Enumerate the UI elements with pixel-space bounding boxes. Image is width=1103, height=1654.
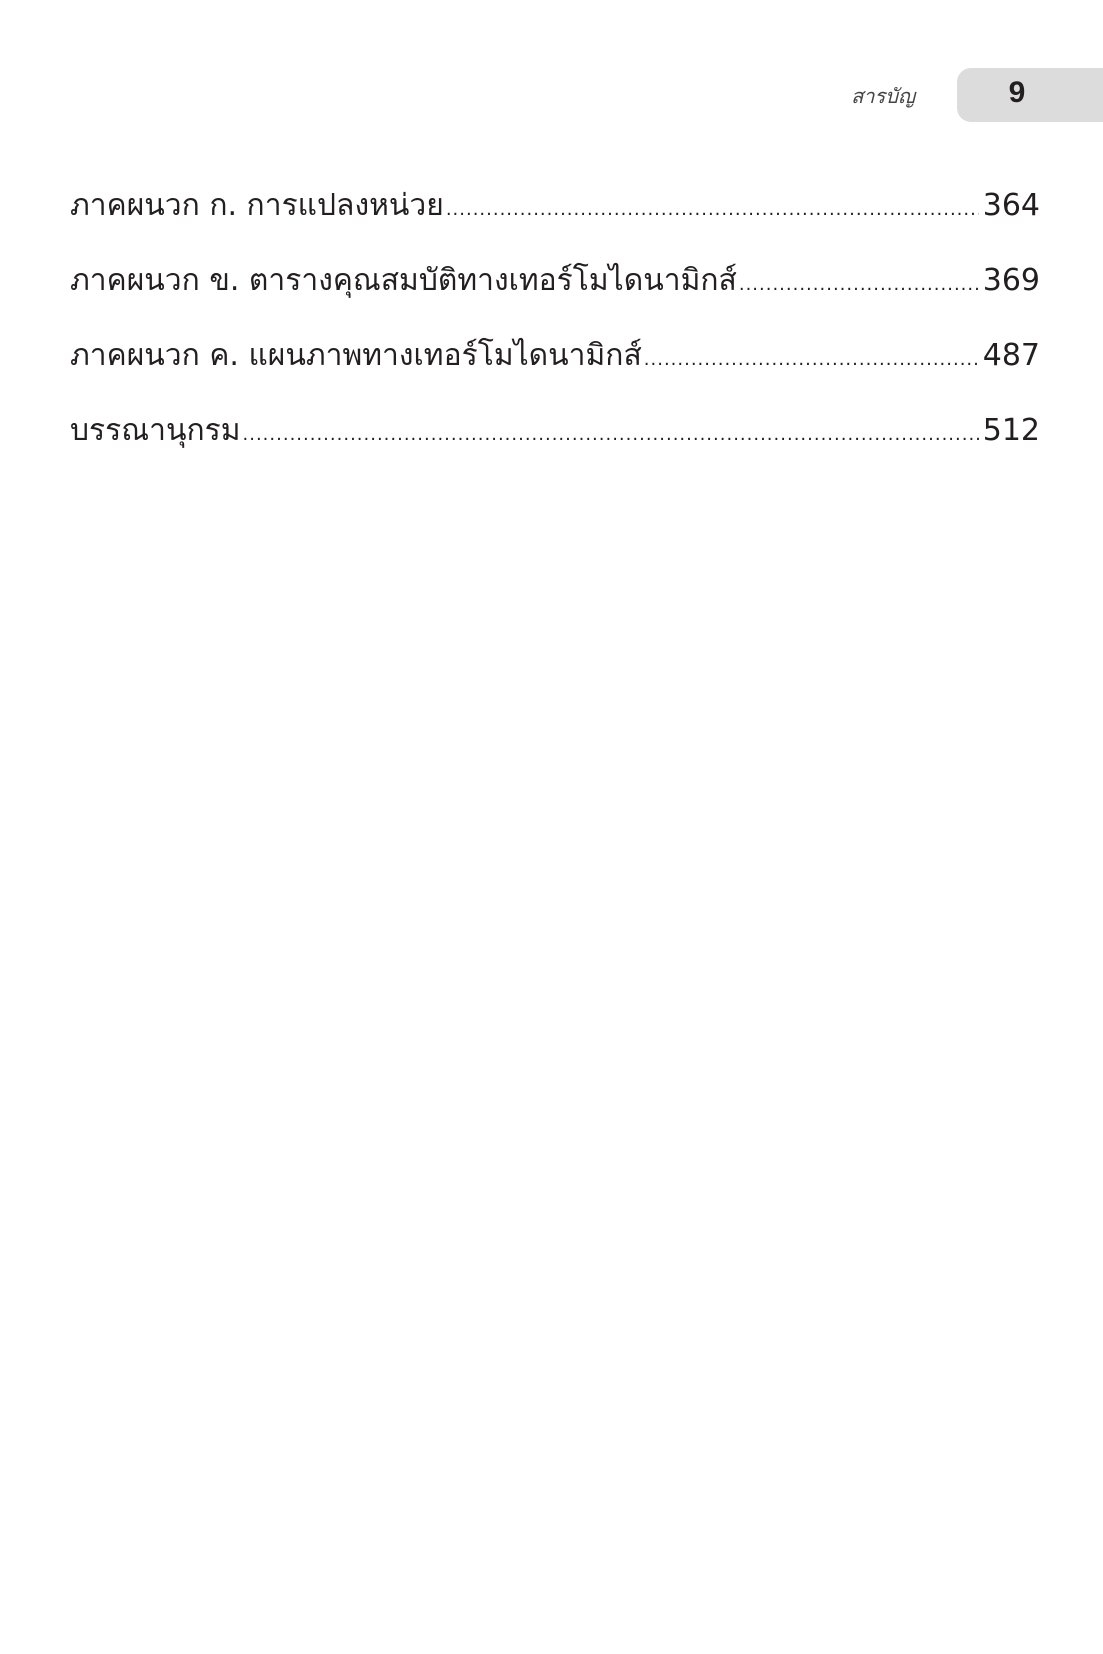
- page-number: 9: [1008, 76, 1026, 109]
- toc-entry-page: 364: [982, 188, 1040, 223]
- table-of-contents: [70, 182, 1040, 482]
- toc-entry-page: 512: [982, 413, 1040, 448]
- toc-entry-title: บรรณานุกรม: [70, 413, 241, 448]
- toc-entry-appendix-b[interactable]: [70, 257, 1040, 332]
- toc-entry-appendix-c[interactable]: [70, 332, 1040, 407]
- toc-entry-appendix-a[interactable]: [70, 182, 1040, 257]
- toc-entry-title: ภาคผนวก ค. แผนภาพทางเทอร์โมไดนามิกส์: [70, 338, 642, 373]
- toc-entry-bibliography[interactable]: [70, 407, 1040, 482]
- running-header-label: สารบัญ: [851, 84, 915, 108]
- dot-leader: [739, 274, 979, 295]
- page-header: [0, 0, 1103, 130]
- toc-entry-page: 369: [982, 263, 1040, 298]
- dot-leader: [243, 424, 979, 445]
- toc-entry-title: ภาคผนวก ข. ตารางคุณสมบัติทางเทอร์โมไดนามิกส์: [70, 263, 737, 298]
- page-number-tab: [957, 68, 1103, 122]
- dot-leader: [446, 199, 979, 220]
- dot-leader: [644, 349, 979, 370]
- toc-entry-title: ภาคผนวก ก. การแปลงหน่วย: [70, 188, 444, 223]
- toc-entry-page: 487: [982, 338, 1040, 373]
